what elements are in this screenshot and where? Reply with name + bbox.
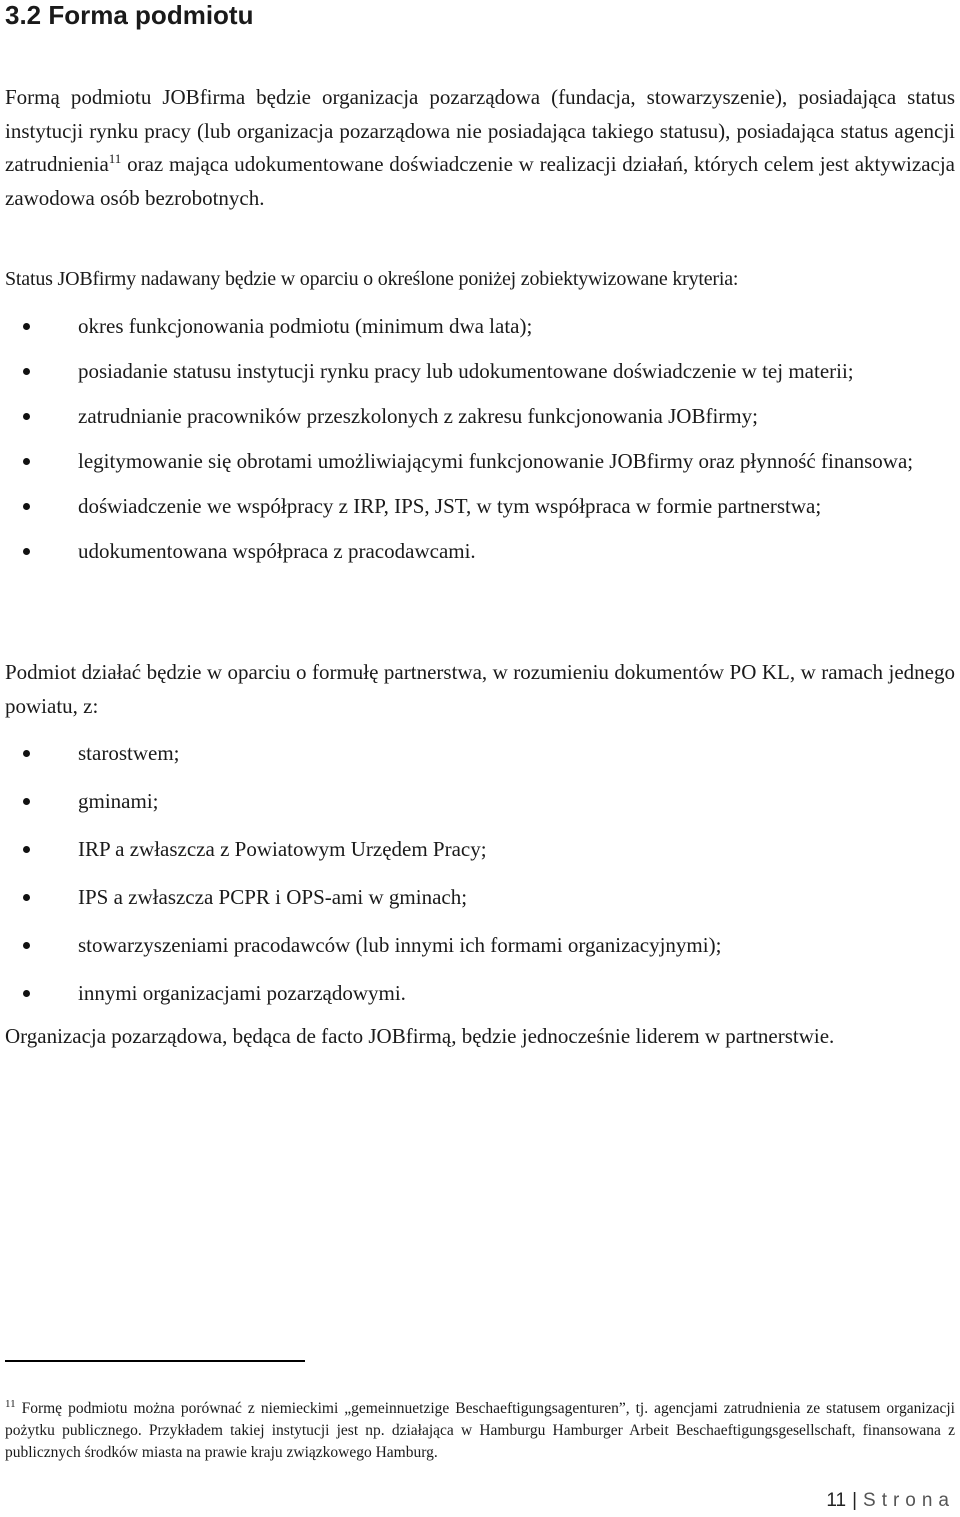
bullet-icon <box>23 368 30 375</box>
footnote <box>5 1398 955 1464</box>
list-item: IPS a zwłaszcza PCPR i OPS-ami w gminach; <box>5 882 955 913</box>
list-item: doświadczenie we współpracy z IRP, IPS, JST, w tym współpraca w formie partnerstwa; <box>5 491 955 522</box>
list-item: udokumentowana współpraca z pracodawcami. <box>5 536 955 567</box>
bullet-icon <box>23 750 30 757</box>
closing-paragraph: Organizacja pozarządowa, będąca de facto JOBfirmą, będzie jednocześnie liderem w partnerstwie. <box>5 1024 835 1048</box>
list-item: posiadanie statusu instytucji rynku pracy lub udokumentowane doświadczenie w tej materii; <box>5 356 955 387</box>
bullet-icon <box>23 894 30 901</box>
footnote-separator <box>5 1360 305 1362</box>
bullet-icon <box>23 942 30 949</box>
intro-paragraph <box>5 81 955 215</box>
list-item: legitymowanie się obrotami umożliwiającymi funkcjonowanie JOBfirmy oraz płynność finansowa; <box>5 446 955 477</box>
footnote-text: Formę podmiotu można porównać z niemieckimi „gemeinnuetzige Beschaeftigungsagenturen”, tj. agencjami zatrudnienia ze statusem organizacji pożytku publicznego. Przykładem takiej instytucji jest np. działająca w Hamburgu Hamburger Arbeit Beschaeftigungsgesellschaft, finansowana z publicznych środków miasta na prawie kraju związkowego Hamburg. <box>5 1400 955 1461</box>
bullet-icon <box>23 503 30 510</box>
bullet-icon <box>23 323 30 330</box>
page-number <box>826 1490 955 1512</box>
page-number-label: Strona <box>863 1490 955 1511</box>
page-number-separator: | <box>852 1490 858 1511</box>
section-heading: 3.2 Forma podmiotu <box>5 0 254 30</box>
list-item: gminami; <box>5 786 955 817</box>
list-item: innymi organizacjami pozarządowymi. <box>5 978 955 1009</box>
criteria-intro: Status JOBfirmy nadawany będzie w oparciu o określone poniżej zobiektywizowane kryteria: <box>5 268 739 290</box>
footnote-number: 11 <box>5 1397 16 1410</box>
footnote-reference[interactable]: 11 <box>108 151 122 166</box>
criteria-list <box>5 311 955 567</box>
bullet-icon <box>23 798 30 805</box>
intro-text: Formą podmiotu JOBfirma będzie organizacja pozarządowa (fundacja, stowarzyszenie), posiadająca status instytucji rynku pracy (lub organizacja pozarządowa nie posiadająca takiego statusu), posiadająca status agencji zatrudnienia <box>5 85 955 176</box>
bullet-icon <box>23 990 30 997</box>
page-number-value: 11 <box>826 1490 847 1511</box>
partnership-paragraph: Podmiot działać będzie w oparciu o formułę partnerstwa, w rozumieniu dokumentów PO KL, w ramach jednego powiatu, z: <box>5 660 955 718</box>
bullet-icon <box>23 846 30 853</box>
bullet-icon <box>23 458 30 465</box>
bullet-icon <box>23 413 30 420</box>
list-item: IRP a zwłaszcza z Powiatowym Urzędem Pracy; <box>5 834 955 865</box>
bullet-icon <box>23 548 30 555</box>
intro-text-continued: oraz mająca udokumentowane doświadczenie w realizacji działań, których celem jest aktywizacja zawodowa osób bezrobotnych. <box>5 152 955 210</box>
list-item: stowarzyszeniami pracodawców (lub innymi ich formami organizacyjnymi); <box>5 930 955 961</box>
list-item: starostwem; <box>5 738 955 769</box>
list-item: zatrudnianie pracowników przeszkolonych z zakresu funkcjonowania JOBfirmy; <box>5 401 955 432</box>
partners-list <box>5 738 955 1009</box>
list-item: okres funkcjonowania podmiotu (minimum dwa lata); <box>5 311 955 342</box>
